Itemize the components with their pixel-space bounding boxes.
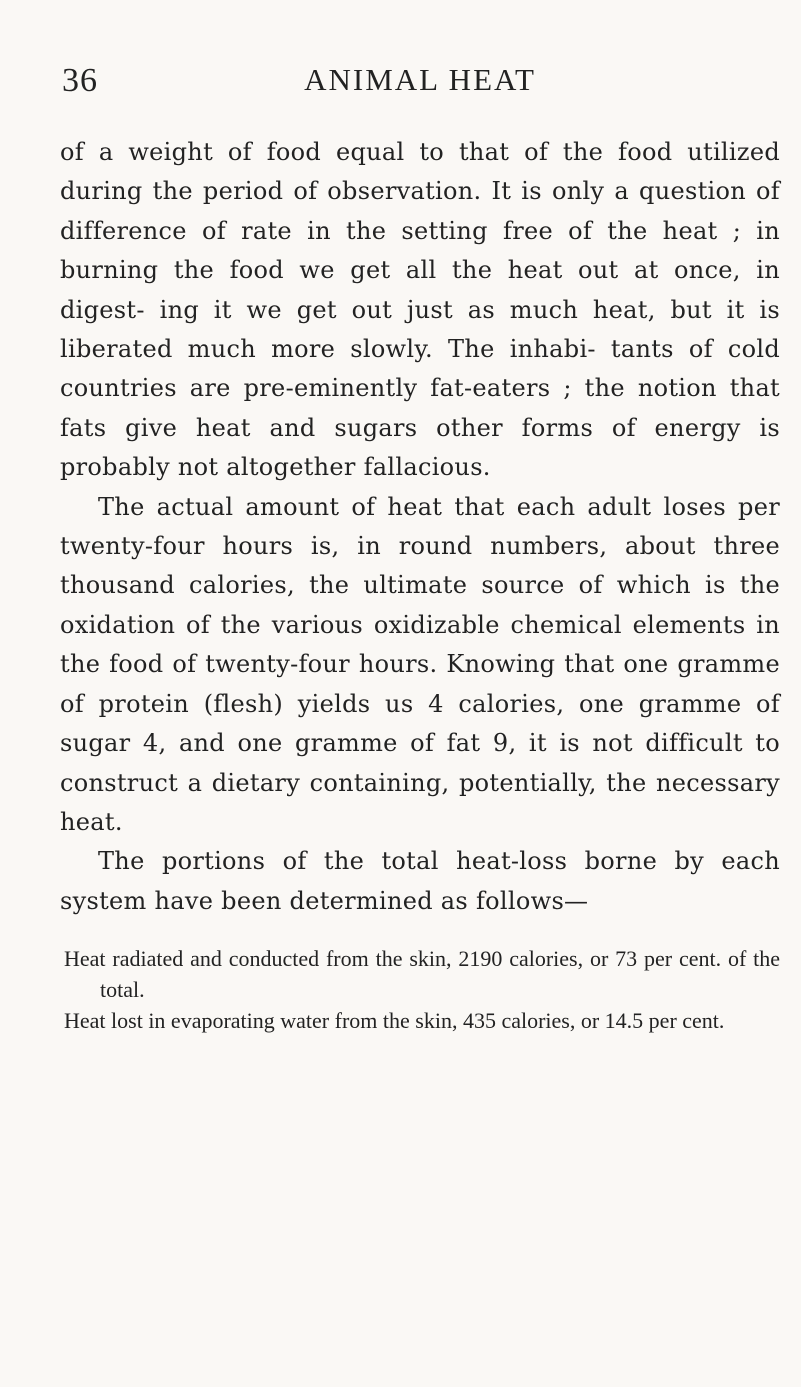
page-number: 36 bbox=[62, 62, 98, 99]
paragraph-portions: The portions of the total heat-loss borne by each system have been determined as follows— bbox=[60, 847, 780, 915]
paragraph-continuation: of a weight of food equal to that of the food utilized during the period of observation. It is only a question of difference of rate in the setting free of the heat ; in burning the food we get all the heat out at once, in digest- ing it we get out just as much heat, but it is liberated much more slowly. The inhabi- tants of cold countries are pre-eminently fat-eaters ; the notion that fats give heat and sugars other forms of energy is probably not altogether fallacious. bbox=[60, 138, 780, 482]
heat-loss-list bbox=[60, 943, 780, 1036]
book-page bbox=[60, 62, 780, 1036]
running-head: ANIMAL HEAT bbox=[304, 62, 536, 97]
page-header bbox=[60, 62, 780, 114]
paragraph-heat-loss: The actual amount of heat that each adult loses per twenty-four hours is, in round numbers, about three thousand calories, the ultimate source of which is the oxidation of the various oxidizable chemical elements in the food of twenty-four hours. Knowing that one gramme of protein (flesh) yields us 4 calories, one gramme of sugar 4, and one gramme of fat 9, it is not difficult to construct a dietary containing, potentially, the necessary heat. bbox=[60, 492, 780, 836]
list-item-evaporating: Heat lost in evaporating water from the skin, 435 calories, or 14.5 per cent. bbox=[64, 1008, 725, 1034]
list-item-radiated: Heat radiated and conducted from the skin, 2190 calories, or 73 per cent. of the total. bbox=[64, 946, 780, 1003]
body-text bbox=[60, 133, 780, 921]
